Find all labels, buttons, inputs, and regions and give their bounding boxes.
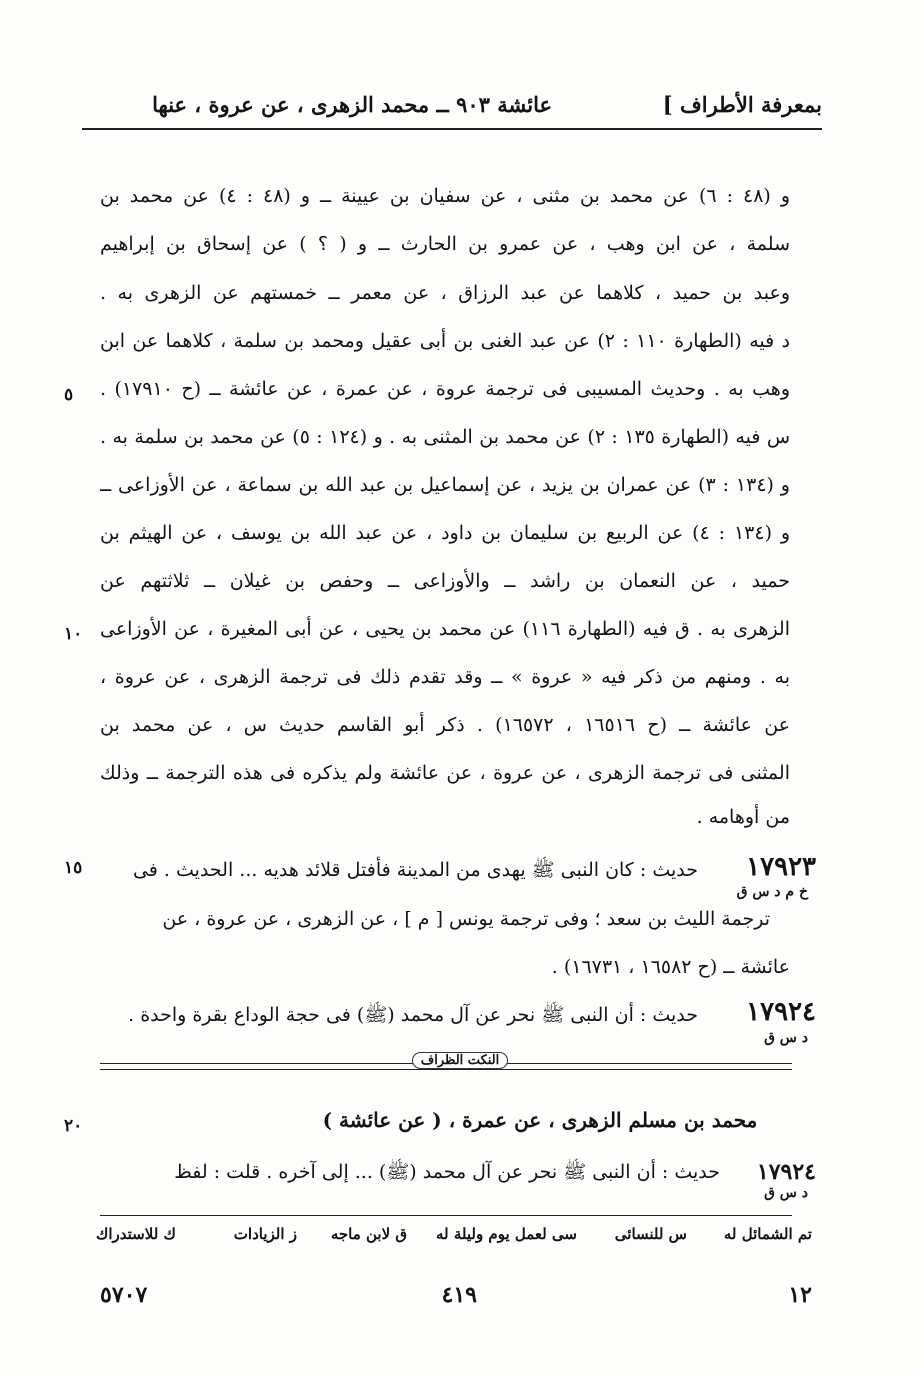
body-line: من أوهامه . [696, 806, 790, 828]
body-line: وعبد بن حميد ، كلاهما عن عبد الرزاق ، عن معمر ــ خمستهم عن الزهرى به . [100, 282, 790, 304]
volume-number: ١٢ [788, 1282, 812, 1308]
legend-item: ق لابن ماجه [330, 1225, 407, 1243]
legend-item: سى لعمل يوم وليلة له [436, 1225, 577, 1243]
body-line: الزهرى به . ق فيه (الطهارة ١١٦) عن محمد بن يحيى ، عن أبى المغيرة ، عن الأوزاعى [100, 618, 790, 640]
entry-text: عائشة ــ (ح ١٦٥٨٢ ، ١٦٧٣١) . [551, 956, 790, 978]
legend-item: ك للاستدراك [96, 1225, 176, 1243]
entry-number: ١٧٩٢٣ [746, 852, 816, 882]
body-line: به . ومنهم من ذكر فيه « عروة » ــ وقد تقدم ذلك فى ترجمة الزهرى ، عن عروة ، [100, 666, 790, 688]
body-line: المثنى فى ترجمة الزهرى ، عن عروة ، عن عائشة ولم يذكره فى هذه الترجمة ــ وذلك [100, 762, 790, 784]
entry-text: حديث : أن النبى ﷺ نحر عن آل محمد (ﷺ) فى حجة الوداع بقرة واحدة . [128, 1004, 698, 1026]
body-line: حميد ، عن النعمان بن راشد ــ والأوزاعى ــ وحفص بن غيلان ــ ثلاثتهم عن [100, 570, 790, 592]
entry-text: ترجمة الليث بن سعد ؛ وفى ترجمة يونس [ م ] ، عن الزهرى ، عن عروة ، عن [162, 908, 770, 930]
sigla-legend [96, 1225, 812, 1253]
divider [100, 1069, 792, 1070]
entry-number: ١٧٩٢٤ [746, 997, 816, 1027]
body-line: س فيه (الطهارة ١٣٥ : ٢) عن محمد بن المثنى به . و (١٢٤ : ٥) عن محمد بن سلمة به . [100, 426, 790, 448]
body-line: وهب به . وحديث المسيبى فى ترجمة عروة ، عن عمرة ، عن عائشة ــ (ح ١٧٩١٠) . [100, 378, 790, 400]
entry-sigla: د س ق [764, 1185, 808, 1201]
margin-line-number: ٥ [64, 385, 74, 405]
page-number: ٤١٩ [441, 1282, 477, 1308]
entry-text: حديث : أن النبى ﷺ نحر عن آل محمد (ﷺ) ... إلى آخره . قلت : لفظ [174, 1161, 720, 1183]
entry-sigla: خ م د س ق [736, 884, 808, 900]
nukat-title [0, 1053, 920, 1068]
body-line: و (٤٨ : ٦) عن محمد بن مثنى ، عن سفيان بن عيينة ــ و (٤٨ : ٤) عن محمد بن [100, 185, 790, 207]
entry-number: ١٧٩٢٤ [756, 1159, 816, 1185]
body-line: سلمة ، عن ابن وهب ، عن عمرو بن الحارث ــ و ( ؟ ) عن إسحاق بن إبراهيم [100, 233, 790, 255]
entry-text: حديث : كان النبى ﷺ يهدى من المدينة فأفتل قلائد هديه ... الحديث . فى [132, 859, 698, 881]
divider [100, 1215, 792, 1216]
running-header [82, 88, 822, 130]
body-line: و (١٣٤ : ٣) عن عمران بن يزيد ، عن إسماعيل بن عبد الله بن سماعة ، عن الأوزاعى ــ [100, 474, 790, 496]
margin-line-number: ١٠ [64, 624, 83, 644]
margin-line-number: ٢٠ [64, 1116, 83, 1136]
entry-sigla: د س ق [764, 1030, 808, 1046]
legend-item: تم الشمائل له [723, 1225, 812, 1243]
header-chapter: عائشة ٩٠٣ ــ محمد الزهرى ، عن عروة ، عنها [152, 92, 552, 117]
nukat-title-label: النكت الظراف [412, 1052, 508, 1069]
section-heading: محمد بن مسلم الزهرى ، عن عمرة ، ( عن عائشة ) [322, 1108, 758, 1132]
header-book-title: بمعرفة الأطراف ] [662, 92, 822, 117]
body-line: عن عائشة ــ (ح ١٦٥١٦ ، ١٦٥٧٢) . ذكر أبو القاسم حديث س ، عن محمد بن [100, 714, 790, 736]
body-line: د فيه (الطهارة ١١٠ : ٢) عن عبد الغنى بن أبى عقيل ومحمد بن سلمة ، كلاهما عن ابن [100, 330, 790, 352]
hadith-range-number: ٥٧٠٧ [100, 1282, 148, 1308]
legend-item: ز الزيادات [233, 1225, 297, 1243]
body-line: و (١٣٤ : ٤) عن الربيع بن سليمان بن داود ، عن عبد الله بن يوسف ، عن الهيثم بن [100, 522, 790, 544]
margin-line-number: ١٥ [64, 858, 83, 878]
legend-item: س للنسائى [614, 1225, 687, 1243]
